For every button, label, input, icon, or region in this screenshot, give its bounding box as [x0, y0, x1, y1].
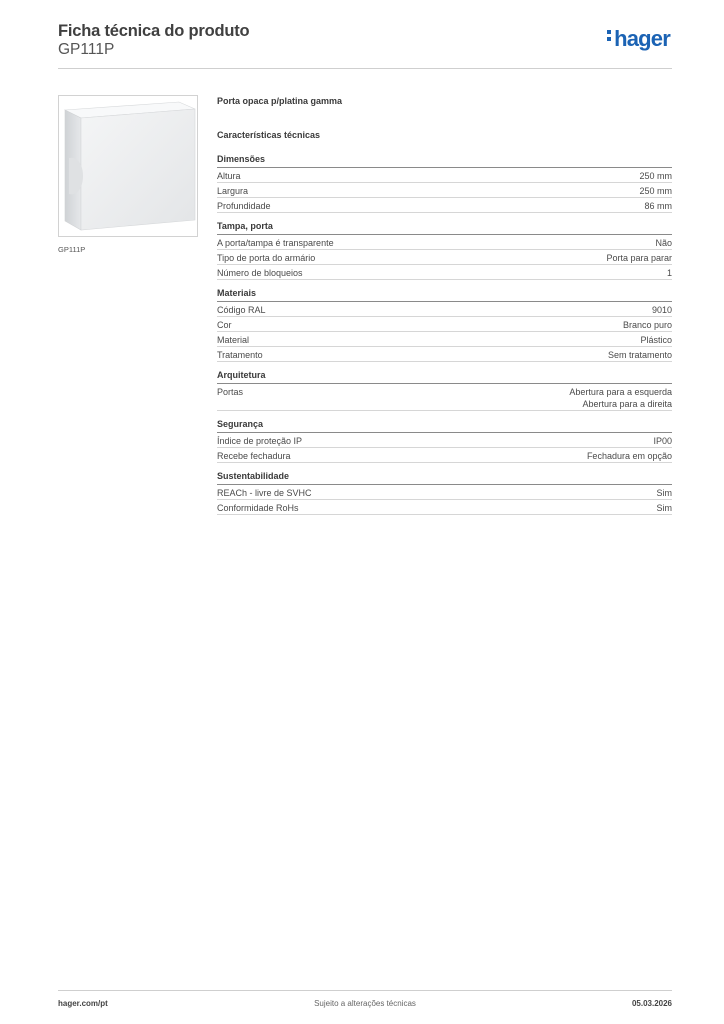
- hager-logo: [607, 27, 670, 51]
- spec-label: Profundidade: [217, 201, 271, 211]
- spec-row: [217, 500, 672, 515]
- spec-row: [217, 485, 672, 500]
- spec-label: Número de bloqueios: [217, 268, 303, 278]
- logo-text: hager: [614, 26, 670, 51]
- spec-value-line: 250 mm: [639, 171, 672, 181]
- spec-value-line: Porta para parar: [606, 253, 672, 263]
- spec-value: [639, 185, 672, 197]
- spec-label: Tipo de porta do armário: [217, 253, 316, 263]
- spec-value-line: 250 mm: [639, 186, 672, 196]
- spec-value: [587, 450, 672, 462]
- spec-value: [657, 502, 673, 514]
- spec-section: [217, 418, 672, 463]
- spec-row: [217, 235, 672, 250]
- spec-value: [639, 170, 672, 182]
- spec-value-line: Sim: [656, 503, 672, 513]
- spec-section-title: Materiais: [217, 287, 672, 302]
- footer-date: 05.03.2026: [631, 999, 672, 1008]
- spec-row: [217, 347, 672, 362]
- spec-row: [217, 168, 672, 183]
- spec-value: [606, 252, 672, 264]
- page-header: [58, 22, 672, 69]
- enclosure-illustration: [59, 96, 198, 237]
- document-title: Ficha técnica do produto: [58, 22, 250, 40]
- spec-section: [217, 287, 672, 362]
- footer-website[interactable]: hager.com/pt: [58, 999, 108, 1008]
- spec-value: [608, 349, 672, 361]
- spec-row: [217, 198, 672, 213]
- spec-row: [217, 448, 672, 463]
- image-caption: GP111P: [58, 245, 86, 254]
- product-name: Porta opaca p/platina gamma: [217, 96, 343, 106]
- spec-section-title: Segurança: [217, 418, 672, 433]
- spec-value: [569, 386, 672, 410]
- spec-label: Tratamento: [217, 350, 263, 360]
- spec-value-line: 1: [666, 268, 672, 278]
- spec-value: [652, 304, 672, 316]
- spec-row: [217, 250, 672, 265]
- spec-value-line: 86 mm: [644, 201, 672, 211]
- spec-row: [217, 317, 672, 332]
- spec-value: [623, 319, 672, 331]
- logo-colon-icon: [607, 27, 612, 44]
- spec-row: [217, 433, 672, 448]
- spec-value-line: Abertura para a direita: [582, 399, 672, 409]
- spec-value: [644, 200, 672, 212]
- footer-note: Sujeito a alterações técnicas: [314, 999, 416, 1008]
- product-code: GP111P: [58, 41, 115, 58]
- spec-value-line: Abertura para a esquerda: [569, 387, 672, 397]
- spec-section: [217, 220, 672, 280]
- spec-section-title: Sustentabilidade: [217, 470, 672, 485]
- product-image: [58, 95, 198, 237]
- section-heading: Características técnicas: [217, 130, 321, 140]
- spec-value: [657, 487, 673, 499]
- spec-label: Material: [217, 335, 250, 345]
- spec-sections: [217, 153, 672, 515]
- spec-label: REACh - livre de SVHC: [217, 488, 312, 498]
- spec-label: Cor: [217, 320, 232, 330]
- spec-value: [640, 334, 672, 346]
- spec-value-line: Plástico: [640, 335, 672, 345]
- spec-section: [217, 153, 672, 213]
- page-footer: [58, 990, 672, 1020]
- spec-value-line: Sim: [656, 488, 672, 498]
- spec-section: [217, 470, 672, 515]
- spec-label: A porta/tampa é transparente: [217, 238, 334, 248]
- spec-label: Conformidade RoHs: [217, 503, 299, 513]
- spec-label: Índice de proteção IP: [217, 436, 303, 446]
- spec-label: Código RAL: [217, 305, 266, 315]
- spec-value-line: IP00: [653, 436, 672, 446]
- spec-row: [217, 265, 672, 280]
- spec-section: [217, 369, 672, 411]
- spec-section-title: Arquitetura: [217, 369, 672, 384]
- spec-value-line: Sem tratamento: [607, 350, 672, 360]
- spec-section-title: Tampa, porta: [217, 220, 672, 235]
- spec-row: [217, 332, 672, 347]
- spec-value-line: Fechadura em opção: [586, 451, 672, 461]
- spec-value-line: 9010: [651, 305, 672, 315]
- spec-row: [217, 183, 672, 198]
- spec-row: [217, 384, 672, 411]
- spec-label: Altura: [217, 171, 241, 181]
- spec-label: Recebe fechadura: [217, 451, 291, 461]
- spec-value: [655, 237, 672, 249]
- spec-label: Largura: [217, 186, 249, 196]
- specifications: [217, 96, 672, 522]
- spec-label: Portas: [217, 387, 244, 397]
- spec-value: [653, 435, 672, 447]
- spec-value-line: Não: [655, 238, 672, 248]
- spec-value-line: Branco puro: [622, 320, 672, 330]
- spec-row: [217, 302, 672, 317]
- spec-section-title: Dimensões: [217, 153, 672, 168]
- spec-value: [667, 267, 672, 279]
